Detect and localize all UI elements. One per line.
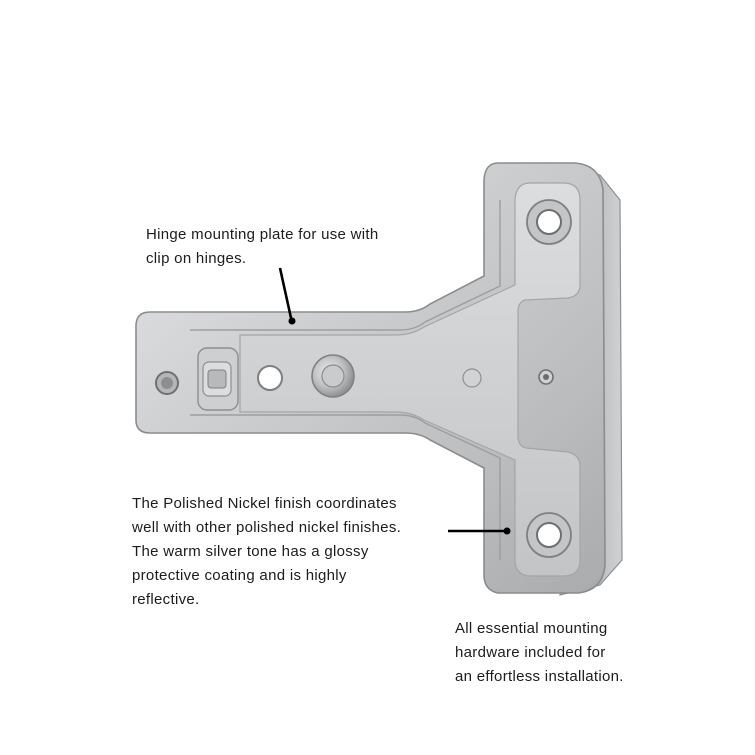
hardware-description-line: All essential mounting	[455, 620, 608, 637]
finish-description-line: The warm silver tone has a glossy	[132, 543, 369, 560]
hardware-description-callout	[455, 617, 624, 689]
center-hole	[258, 366, 282, 390]
plate-description-line: Hinge mounting plate for use with	[146, 226, 379, 243]
hardware-description-line: hardware included for	[455, 644, 606, 661]
plate-callout-leader	[280, 268, 291, 318]
finish-description-line: The Polished Nickel finish coordinates	[132, 495, 397, 512]
finish-description-line: reflective.	[132, 591, 200, 608]
plate-description-line: clip on hinges.	[146, 250, 247, 267]
finish-description-callout	[132, 492, 401, 612]
finish-description-line: protective coating and is highly	[132, 567, 347, 584]
locating-dimple	[463, 369, 481, 387]
finish-description-line: well with other polished nickel finishes.	[132, 519, 402, 536]
hardware-description-line: an effortless installation.	[455, 668, 624, 685]
plate-description-callout	[146, 223, 379, 271]
